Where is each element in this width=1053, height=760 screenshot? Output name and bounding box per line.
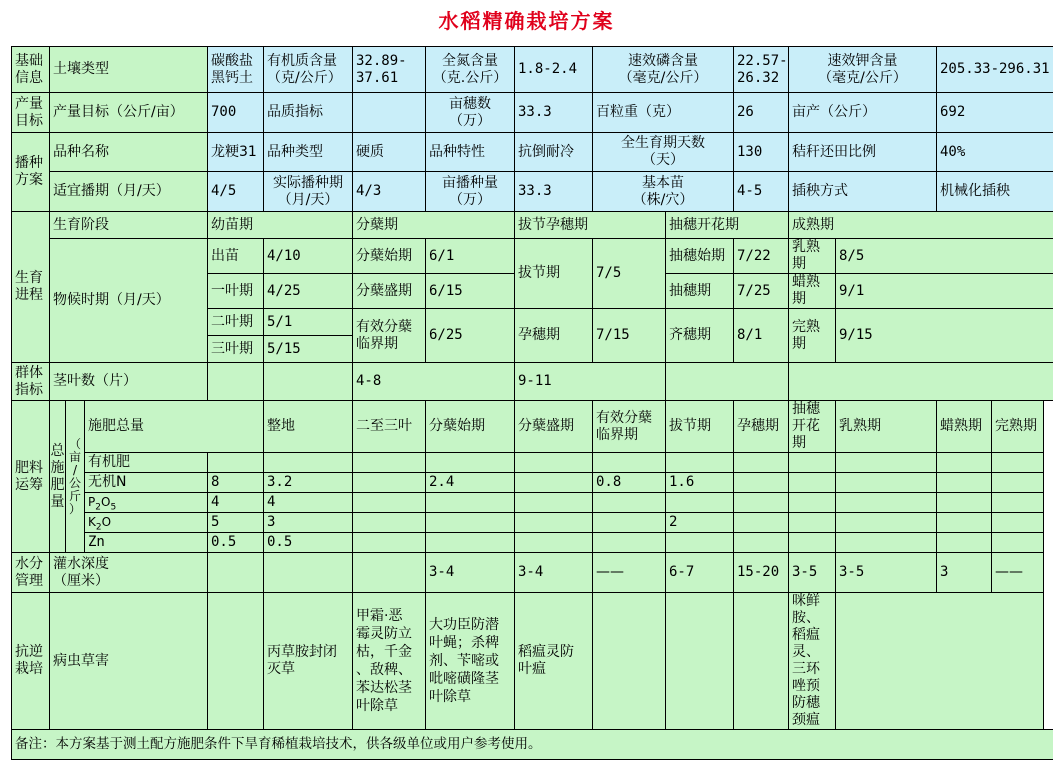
- stress-row: [12, 593, 1053, 730]
- sowing-period-label: 适宜播期（月/天）: [50, 172, 208, 212]
- stress-heading: 咪鲜胺、稻瘟 灵、三环唑预 防穗颈瘟: [789, 593, 836, 730]
- fert-organic-critical: [593, 453, 666, 473]
- heading-start-label: 抽穗始期: [666, 239, 734, 274]
- wax-stage-date: 9/1: [836, 274, 1053, 309]
- straw-return-label: 秸秆还田比例: [789, 133, 937, 172]
- leaf-count-seedling: [208, 363, 264, 401]
- three-leaf-date: 5/15: [264, 336, 353, 363]
- leaf-count-tillering: 4-8: [353, 363, 515, 401]
- organic-matter-value: 32.89- 37.61: [353, 47, 426, 93]
- stress-land: 丙草胺封闭 灭草: [264, 593, 353, 730]
- fert-k-label: $K_2O$: [85, 513, 208, 533]
- fert-header-milk: 乳熟期: [836, 401, 937, 453]
- water-two-three: [353, 553, 426, 593]
- fert-p-label: $P_2O_5$: [85, 493, 208, 513]
- leaf-count-heading: [666, 363, 789, 401]
- milk-stage-date: 8/5: [836, 239, 1053, 274]
- jointing-label: 拔节期: [515, 239, 593, 309]
- fert-zn-full: [992, 533, 1044, 553]
- fert-organic-two-three: [353, 453, 426, 473]
- ears-per-mu-label: 亩穗数 （万）: [426, 93, 515, 133]
- one-leaf-date: 4/25: [264, 274, 353, 309]
- pest-weed-label: 病虫草害: [50, 593, 208, 730]
- fert-organic-land: [264, 453, 353, 473]
- leaf-count-maturity: [789, 363, 1053, 401]
- fert-k-critical: [593, 513, 666, 533]
- water-category: 水分 管理: [12, 553, 50, 593]
- water-heading: 3-5: [789, 553, 836, 593]
- fertilizer-category: 肥料 运筹: [12, 401, 50, 553]
- growth-days-value: 130: [734, 133, 789, 172]
- page-title: 水稻精确栽培方案: [0, 6, 1053, 36]
- fert-zn-wax: [937, 533, 992, 553]
- fert-k-tiller-peak: [515, 513, 593, 533]
- emergence-label: 出苗: [208, 239, 264, 274]
- fertilizer-header-row: [12, 401, 1053, 453]
- fert-organic-jointing: [666, 453, 734, 473]
- fert-n-wax: [937, 473, 992, 493]
- growth-stage-label: 生育阶段: [50, 212, 208, 239]
- stress-booting: [734, 593, 789, 730]
- fert-zn-jointing: [666, 533, 734, 553]
- fert-n-full: [992, 473, 1044, 493]
- water-critical: ——: [593, 553, 666, 593]
- water-land: [264, 553, 353, 593]
- emergence-date: 4/10: [264, 239, 353, 274]
- fert-organic-tiller-start: [426, 453, 515, 473]
- hundred-grain-weight-label: 百粒重（克）: [593, 93, 734, 133]
- water-jointing: 6-7: [666, 553, 734, 593]
- fert-k-heading: [789, 513, 836, 533]
- fert-header-land: 整地: [264, 401, 353, 453]
- stress-jointing: [666, 593, 734, 730]
- full-maturity-label: 完熟期: [789, 309, 836, 363]
- fert-n-tiller-peak: [515, 473, 593, 493]
- variety-value: 龙粳31: [208, 133, 264, 172]
- stage-heading-flowering: 抽穗开花期: [666, 212, 789, 239]
- three-leaf-label: 三叶期: [208, 336, 264, 363]
- variety-type-label: 品种类型: [264, 133, 353, 172]
- variety-label: 品种名称: [50, 133, 208, 172]
- tiller-critical-label: 有效分蘖 临界期: [353, 309, 426, 363]
- fert-zn-booting: [734, 533, 789, 553]
- fert-header-two-three-leaf: 二至三叶: [353, 401, 426, 453]
- stress-tiller-peak: 稻瘟灵防 叶瘟: [515, 593, 593, 730]
- fert-organic-wax: [937, 453, 992, 473]
- fert-n-booting: [734, 473, 789, 493]
- sowing-amount-value: 33.3: [515, 172, 593, 212]
- fert-k-two-three: [353, 513, 426, 533]
- transplant-method-label: 插秧方式: [789, 172, 937, 212]
- fert-header-critical: 有效分蘖 临界期: [593, 401, 666, 453]
- yield-target-row: [12, 93, 1053, 133]
- growth-days-label: 全生育期天数 （天）: [593, 133, 734, 172]
- fert-organic-total: [208, 453, 264, 473]
- fert-header-full: 完熟期: [992, 401, 1044, 453]
- milk-stage-label: 乳熟期: [789, 239, 836, 274]
- variety-trait-label: 品种特性: [426, 133, 515, 172]
- stage-seedling: 幼苗期: [208, 212, 353, 239]
- fert-k-land: 3: [264, 513, 353, 533]
- fert-p-total: 4: [208, 493, 264, 513]
- mu-yield-label: 亩产（公斤）: [789, 93, 937, 133]
- fert-zn-label: Zn: [85, 533, 208, 553]
- fert-zn-tiller-start: [426, 533, 515, 553]
- water-row: [12, 553, 1053, 593]
- fert-header-tiller-peak: 分蘖盛期: [515, 401, 593, 453]
- basic-seedling-label: 基本苗 （株/穴）: [593, 172, 734, 212]
- stage-tillering: 分蘖期: [353, 212, 515, 239]
- phenology-row-1: [12, 239, 1053, 274]
- two-leaf-label: 二叶期: [208, 309, 264, 336]
- fert-organic-label: 有机肥: [85, 453, 208, 473]
- available-p-label: 速效磷含量 （毫克/公斤）: [593, 47, 734, 93]
- stress-critical: [593, 593, 666, 730]
- quality-index-value: [353, 93, 426, 133]
- fert-k-tiller-start: [426, 513, 515, 533]
- tiller-start-label: 分蘖始期: [353, 239, 426, 274]
- basic-info-category: 基础 信息: [12, 47, 50, 93]
- actual-sowing-label: 实际播种期 （月/天）: [264, 172, 353, 212]
- fert-header-total: 施肥总量: [85, 401, 264, 453]
- total-nitrogen-value: 1.8-2.4: [515, 47, 593, 93]
- fert-organic-row: [12, 453, 1053, 473]
- fert-organic-heading: [789, 453, 836, 473]
- fert-p-booting: [734, 493, 789, 513]
- stress-total: [208, 593, 264, 730]
- organic-matter-label: 有机质含量 （克/公斤）: [264, 47, 353, 93]
- fert-p-heading: [789, 493, 836, 513]
- transplant-method-value: 机械化插秧: [937, 172, 1053, 212]
- jointing-date: 7/5: [593, 239, 666, 309]
- yield-target-label: 产量目标（公斤/亩）: [50, 93, 208, 133]
- total-nitrogen-label: 全氮含量 （克.公斤）: [426, 47, 515, 93]
- fert-n-milk: [836, 473, 937, 493]
- total-fertilizer-label: 总 施 肥 量: [50, 401, 66, 553]
- water-tiller-start: 3-4: [426, 553, 515, 593]
- fert-header-heading: 抽穗开花期: [789, 401, 836, 453]
- fert-p-critical: [593, 493, 666, 513]
- fert-p-two-three: [353, 493, 426, 513]
- leaf-count-label: 茎叶数（片）: [50, 363, 208, 401]
- population-category: 群体 指标: [12, 363, 50, 401]
- basic-info-row: [12, 47, 1053, 93]
- fert-zn-total: 0.5: [208, 533, 264, 553]
- fert-n-row: [12, 473, 1053, 493]
- fert-organic-milk: [836, 453, 937, 473]
- yield-target-value: 700: [208, 93, 264, 133]
- sowing-amount-label: 亩播种量 （万）: [426, 172, 515, 212]
- fert-zn-row: [12, 533, 1053, 553]
- sowing-row-2: [12, 172, 1053, 212]
- stress-tiller-start: 大功臣防潜 叶蝇；杀稗 剂、苄嘧或 吡嘧磺隆茎 叶除草: [426, 593, 515, 730]
- fert-k-wax: [937, 513, 992, 533]
- fert-p-milk: [836, 493, 937, 513]
- wax-stage-label: 蜡熟期: [789, 274, 836, 309]
- quality-index-label: 品质指标: [264, 93, 353, 133]
- fert-header-booting: 孕穗期: [734, 401, 789, 453]
- variety-type-value: 硬质: [353, 133, 426, 172]
- growth-category: 生育 进程: [12, 212, 50, 363]
- footnote: 备注：本方案基于测土配方施肥条件下旱育稀植栽培技术，供各级单位或用户参考使用。: [12, 730, 1053, 760]
- fert-k-jointing: 2: [666, 513, 734, 533]
- tiller-start-date: 6/1: [426, 239, 515, 274]
- full-heading-date: 8/1: [734, 309, 789, 363]
- sowing-row-1: [12, 133, 1053, 172]
- fert-k-booting: [734, 513, 789, 533]
- fert-zn-critical: [593, 533, 666, 553]
- fert-p-tiller-start: [426, 493, 515, 513]
- booting-date: 7/15: [593, 309, 666, 363]
- fert-zn-land: 0.5: [264, 533, 353, 553]
- straw-return-value: 40%: [937, 133, 1053, 172]
- fert-header-wax: 蜡熟期: [937, 401, 992, 453]
- fert-p-tiller-peak: [515, 493, 593, 513]
- available-p-value: 22.57- 26.32: [734, 47, 789, 93]
- stress-maturity: [836, 593, 1044, 730]
- fert-zn-tiller-peak: [515, 533, 593, 553]
- booting-label: 孕穗期: [515, 309, 593, 363]
- water-depth-label: 灌水深度 （厘米）: [50, 553, 208, 593]
- water-full: ——: [992, 553, 1044, 593]
- fert-n-total: 8: [208, 473, 264, 493]
- tiller-peak-date: 6/15: [426, 274, 515, 309]
- fert-header-jointing: 拔节期: [666, 401, 734, 453]
- water-booting: 15-20: [734, 553, 789, 593]
- tiller-peak-label: 分蘖盛期: [353, 274, 426, 309]
- fert-p-row: [12, 493, 1053, 513]
- fert-k-total: 5: [208, 513, 264, 533]
- growth-stage-row: [12, 212, 1053, 239]
- tiller-critical-date: 6/25: [426, 309, 515, 363]
- fert-p-jointing: [666, 493, 734, 513]
- fert-organic-booting: [734, 453, 789, 473]
- sowing-period-value: 4/5: [208, 172, 264, 212]
- fert-organic-full: [992, 453, 1044, 473]
- one-leaf-label: 一叶期: [208, 274, 264, 309]
- stress-two-three-leaf: 甲霜·恶 霉灵防立 枯，千金 、敌稗、 苯达松茎 叶除草: [353, 593, 426, 730]
- cultivation-plan-table: [11, 46, 1053, 760]
- fert-n-label: 无机N: [85, 473, 208, 493]
- soil-type-label: 土壤类型: [50, 47, 208, 93]
- actual-sowing-value: 4/3: [353, 172, 426, 212]
- fert-k-milk: [836, 513, 937, 533]
- sowing-category: 播种 方案: [12, 133, 50, 212]
- phenology-label: 物候时期（月/天）: [50, 239, 208, 363]
- hundred-grain-weight-value: 26: [734, 93, 789, 133]
- fert-k-row: [12, 513, 1053, 533]
- leaf-count-seedling-2: [264, 363, 353, 401]
- water-milk: 3-5: [836, 553, 937, 593]
- population-row: [12, 363, 1053, 401]
- stage-maturity: 成熟期: [789, 212, 1053, 239]
- heading-start-date: 7/22: [734, 239, 789, 274]
- full-maturity-date: 9/15: [836, 309, 1053, 363]
- stage-jointing-booting: 拔节孕穗期: [515, 212, 666, 239]
- fert-p-land: 4: [264, 493, 353, 513]
- fert-n-heading: [789, 473, 836, 493]
- fert-n-two-three: [353, 473, 426, 493]
- variety-trait-value: 抗倒耐冷: [515, 133, 593, 172]
- fert-header-tiller-start: 分蘖始期: [426, 401, 515, 453]
- fert-n-tiller-start: 2.4: [426, 473, 515, 493]
- leaf-count-jointing: 9-11: [515, 363, 666, 401]
- water-tiller-peak: 3-4: [515, 553, 593, 593]
- fert-n-critical: 0.8: [593, 473, 666, 493]
- note-row: [12, 730, 1053, 760]
- fert-organic-tiller-peak: [515, 453, 593, 473]
- available-k-label: 速效钾含量 （毫克/公斤）: [789, 47, 937, 93]
- basic-seedling-value: 4-5: [734, 172, 789, 212]
- available-k-value: 205.33-296.31: [937, 47, 1053, 93]
- mu-yield-value: 692: [937, 93, 1053, 133]
- yield-category: 产量 目标: [12, 93, 50, 133]
- fert-p-full: [992, 493, 1044, 513]
- fert-k-full: [992, 513, 1044, 533]
- heading-label: 抽穗期: [666, 274, 734, 309]
- fert-zn-two-three: [353, 533, 426, 553]
- water-total: [208, 553, 264, 593]
- water-wax: 3: [937, 553, 992, 593]
- fert-zn-milk: [836, 533, 937, 553]
- fertilizer-unit-label: （ 亩 / 公 斤 ）: [66, 401, 85, 553]
- fert-n-land: 3.2: [264, 473, 353, 493]
- full-heading-label: 齐穗期: [666, 309, 734, 363]
- two-leaf-date: 5/1: [264, 309, 353, 336]
- stress-category: 抗逆 栽培: [12, 593, 50, 730]
- ears-per-mu-value: 33.3: [515, 93, 593, 133]
- fert-zn-heading: [789, 533, 836, 553]
- heading-date: 7/25: [734, 274, 789, 309]
- fert-p-wax: [937, 493, 992, 513]
- soil-type-value: 碳酸盐 黑钙土: [208, 47, 264, 93]
- fert-n-jointing: 1.6: [666, 473, 734, 493]
